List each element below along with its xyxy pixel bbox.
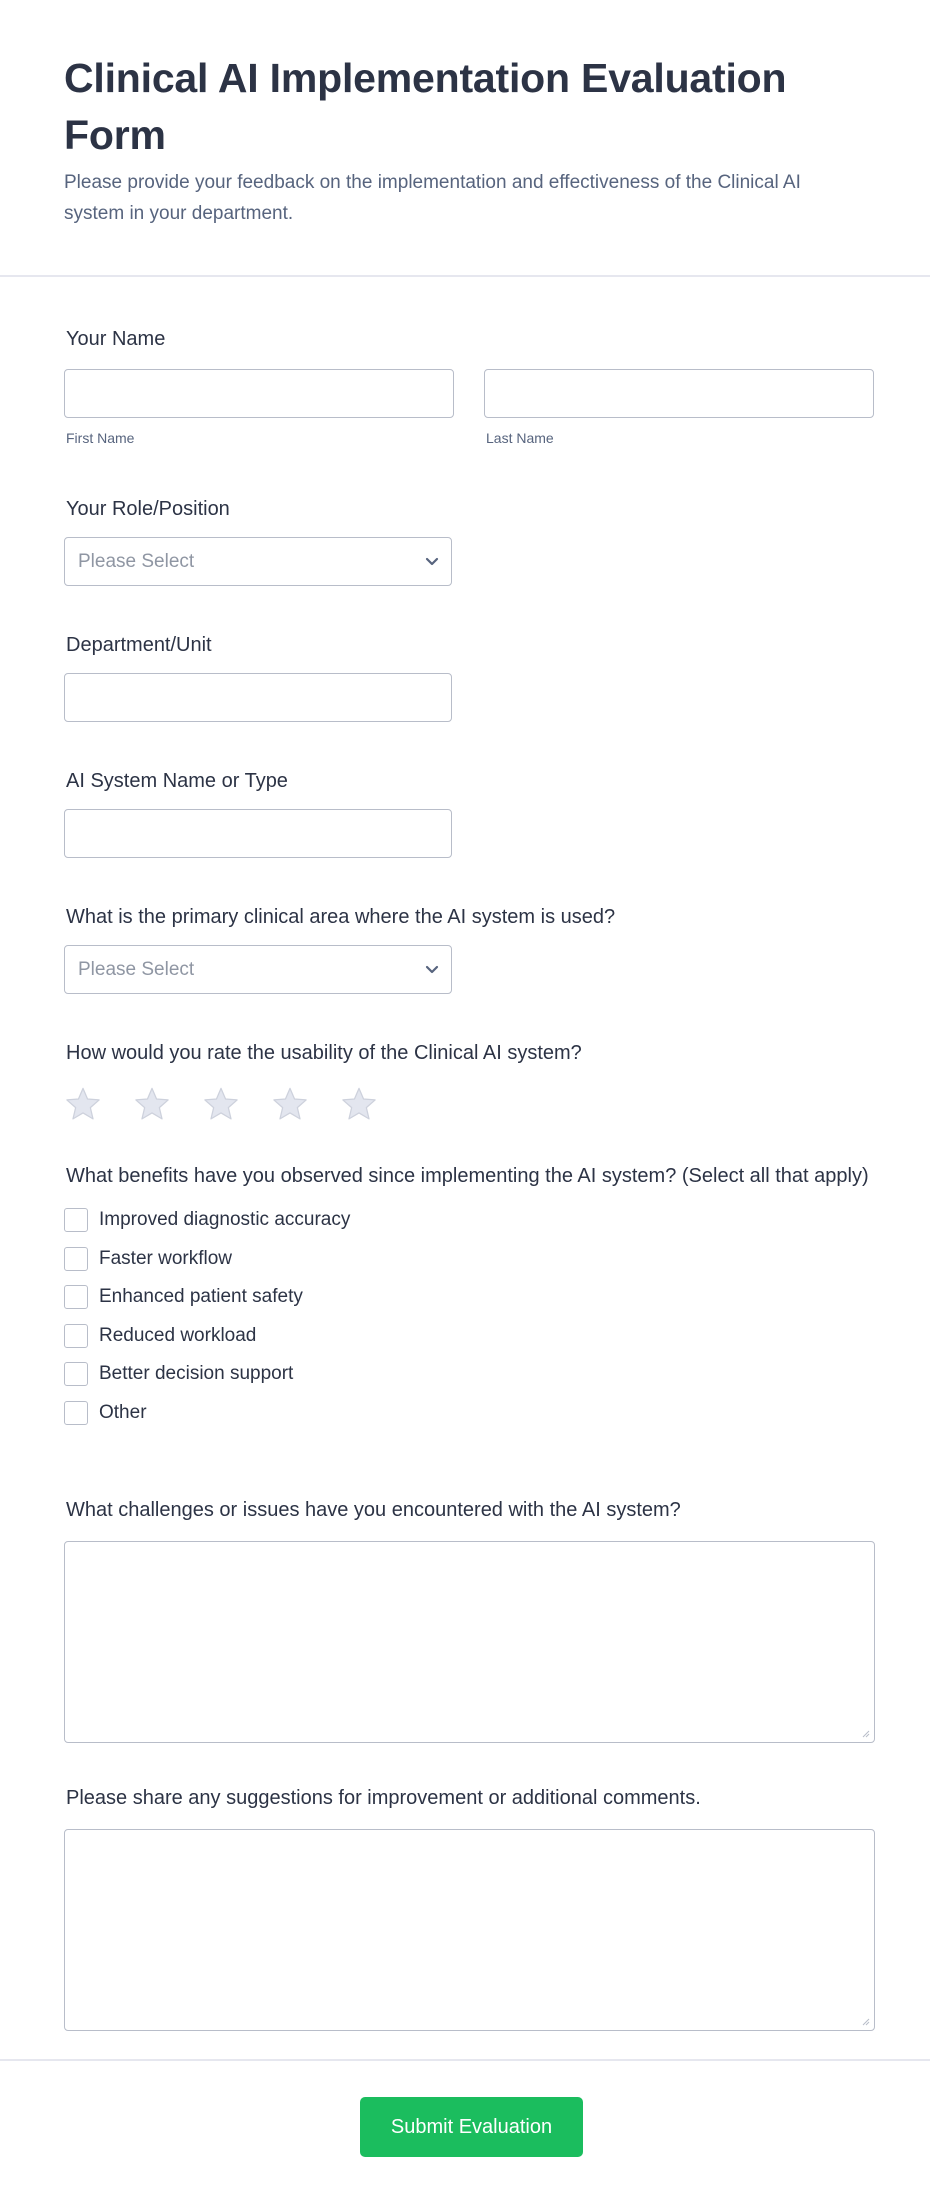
checkbox-label: Better decision support <box>99 1363 294 1385</box>
checkbox[interactable] <box>64 1401 88 1425</box>
clinical-area-field <box>64 904 615 994</box>
chevron-down-icon <box>425 962 439 976</box>
department-field <box>64 632 452 722</box>
name-label: Your Name <box>66 328 166 350</box>
clinical-area-select[interactable] <box>64 945 452 994</box>
resize-handle-icon[interactable] <box>860 2016 870 2026</box>
star-icon-2[interactable] <box>133 1086 171 1122</box>
star-rating <box>64 1086 582 1122</box>
challenges-field <box>64 1497 875 1743</box>
challenges-textarea[interactable] <box>64 1541 875 1743</box>
role-placeholder: Please Select <box>78 550 195 572</box>
checkbox-label: Reduced workload <box>99 1324 257 1346</box>
star-icon-3[interactable] <box>202 1086 240 1122</box>
checkbox-option[interactable] <box>64 1355 875 1394</box>
submit-button[interactable]: Submit Evaluation <box>360 2097 583 2157</box>
usability-label: How would you rate the usability of the Clinical AI system? <box>66 1042 582 1064</box>
checkbox[interactable] <box>64 1362 88 1386</box>
checkbox-option[interactable] <box>64 1317 875 1356</box>
clinical-area-label: What is the primary clinical area where the AI system is used? <box>66 906 616 928</box>
checkbox-option[interactable] <box>64 1278 875 1317</box>
department-label: Department/Unit <box>66 634 212 656</box>
checkbox-label: Improved diagnostic accuracy <box>99 1209 351 1231</box>
system-field <box>64 768 452 858</box>
benefits-label: What benefits have you observed since implementing the AI system? (Select all that apply) <box>66 1165 869 1187</box>
checkbox[interactable] <box>64 1208 88 1232</box>
checkbox-label: Other <box>99 1401 147 1423</box>
role-select[interactable] <box>64 537 452 586</box>
last-name-sublabel: Last Name <box>486 430 554 446</box>
first-name-input[interactable] <box>64 369 454 418</box>
role-label: Your Role/Position <box>66 498 230 520</box>
last-name-input[interactable] <box>484 369 874 418</box>
suggestions-textarea[interactable] <box>64 1829 875 2031</box>
chevron-down-icon <box>425 554 439 568</box>
first-name-sublabel: First Name <box>66 430 135 446</box>
star-icon-1[interactable] <box>64 1086 102 1122</box>
star-icon-4[interactable] <box>271 1086 309 1122</box>
clinical-area-placeholder: Please Select <box>78 958 195 980</box>
name-field <box>64 326 875 446</box>
benefits-field <box>64 1163 875 1432</box>
checkbox[interactable] <box>64 1247 88 1271</box>
star-icon-5[interactable] <box>340 1086 378 1122</box>
system-input[interactable] <box>64 809 452 858</box>
usability-field <box>64 1040 582 1122</box>
footer-divider <box>0 2059 930 2061</box>
suggestions-field <box>64 1785 875 2031</box>
benefits-checkbox-group <box>64 1201 875 1432</box>
checkbox-option[interactable] <box>64 1240 875 1279</box>
form-header <box>0 0 930 277</box>
checkbox-option[interactable] <box>64 1394 875 1433</box>
checkbox[interactable] <box>64 1324 88 1348</box>
checkbox[interactable] <box>64 1285 88 1309</box>
department-input[interactable] <box>64 673 452 722</box>
suggestions-label: Please share any suggestions for improvement or additional comments. <box>66 1787 701 1809</box>
role-field <box>64 496 452 586</box>
form-title: Clinical AI Implementation Evaluation Form <box>64 55 787 158</box>
system-label: AI System Name or Type <box>66 770 288 792</box>
checkbox-option[interactable] <box>64 1201 875 1240</box>
resize-handle-icon[interactable] <box>860 1728 870 1738</box>
checkbox-label: Enhanced patient safety <box>99 1286 303 1308</box>
challenges-label: What challenges or issues have you encountered with the AI system? <box>66 1499 681 1521</box>
checkbox-label: Faster workflow <box>99 1247 233 1269</box>
form-description: Please provide your feedback on the implementation and effectiveness of the Clinical AI system in your department. <box>64 172 801 224</box>
